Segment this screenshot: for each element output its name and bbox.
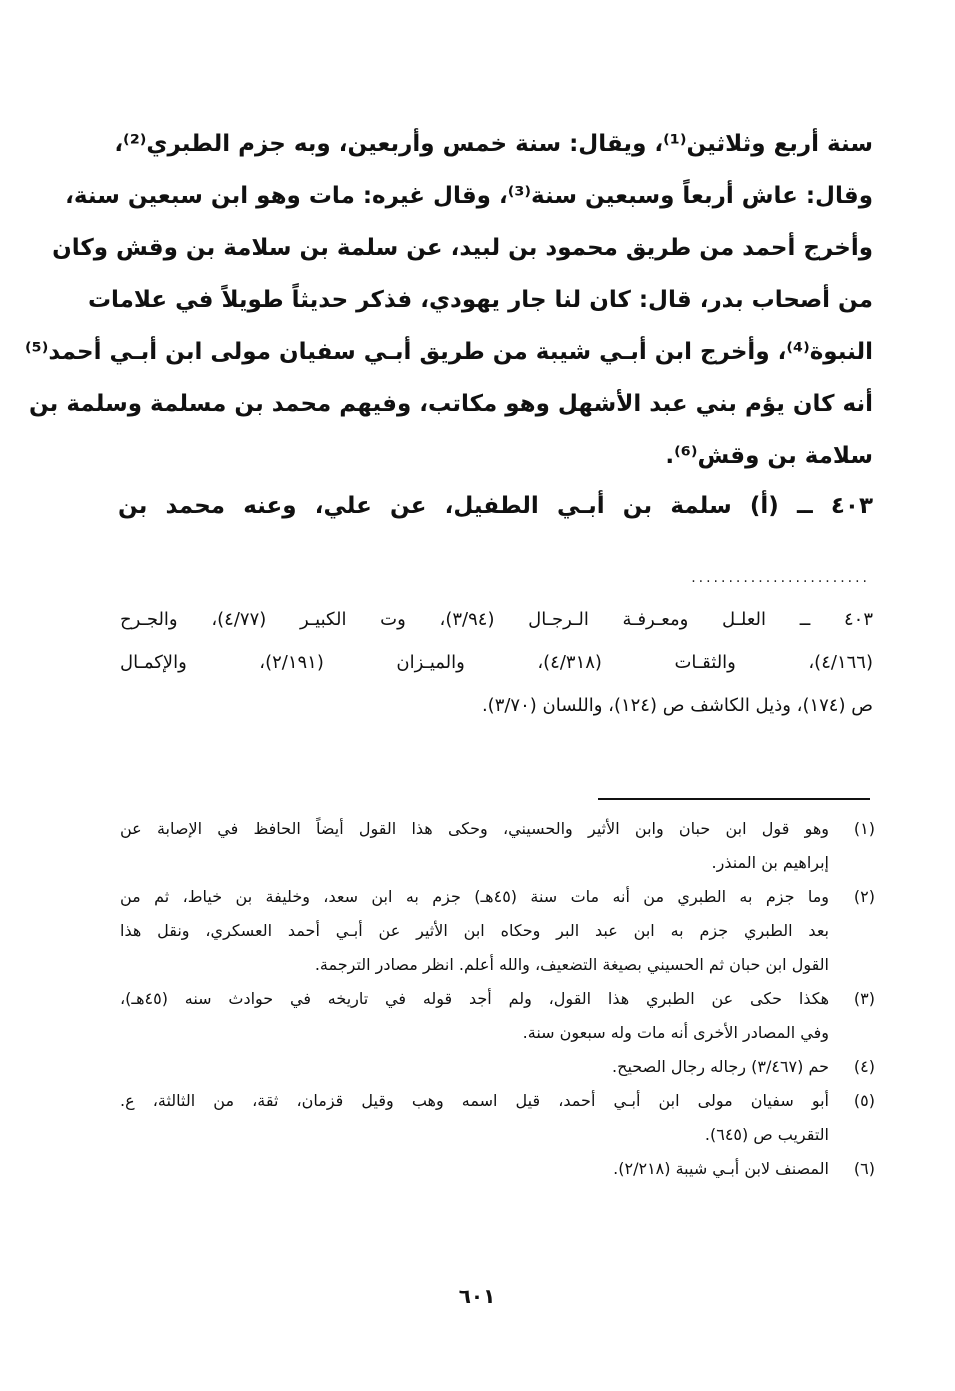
footnote-line: حم (٣/٤٦٧) رجاله رجال الصحيح.: [612, 1057, 829, 1076]
footnote: [120, 982, 875, 1050]
footnote-line: وفي المصادر الأخرى أنه مات وله سبعون سنة.: [522, 1023, 829, 1042]
footnote-number: (٥): [853, 1091, 875, 1110]
footnote-line: وما جزم به الطبري من أنه مات سنة (٤٥هـ) جزم به ابن سعد، وخليفة بن خياط، ثم من: [120, 887, 829, 906]
main-text-line: وقال: عاش أربعاً وسبعين سنة⁽³⁾، وقال غيره: مات وهو ابن سبعين سنة،: [65, 183, 873, 209]
footnote-number: (٦): [853, 1159, 875, 1178]
footnote-number: (٣): [853, 989, 875, 1008]
main-text-line: أنه كان يؤم بني عبد الأشهل وهو مكاتب، وفيهم محمد بن مسلمة وسلمة بن: [28, 391, 873, 417]
footnote-line: أبو سفيان مولى ابن أبـي أحمد، قيل اسمه وهب وقيل قزمان، ثقة، من الثالثة، ع.: [120, 1091, 829, 1110]
footnote: [120, 880, 875, 982]
main-text-line: سلامة بن وقش⁽⁶⁾.: [665, 443, 873, 469]
main-text-line: النبوة⁽⁴⁾، وأخرج ابن أبـي شيبة من طريق أبـي سفيان مولى ابن أبـي أحمد⁽⁵⁾: [24, 339, 873, 365]
footnote: [120, 812, 875, 880]
page-number: ٦٠١: [458, 1284, 496, 1308]
footnote: [120, 1152, 875, 1186]
footnote-line: المصنف لابن أبـي شيبة (٢/٢١٨).: [613, 1159, 829, 1178]
footnote-line: هكذا حكى عن الطبري هذا القول، ولم أجد قوله في تاريخه في حوادث سنه (٤٥هـ)،: [120, 989, 829, 1008]
footnote-line: القول ابن حبان ثم الحسيني بصيغة التضعيف، والله أعلم. انظر مصادر الترجمة.: [314, 955, 829, 974]
footnote-number: (٤): [853, 1057, 875, 1076]
sources-line: ص (١٧٤)، وذيل الكاشف ص (١٢٤)، واللسان (٣/٧٠).: [481, 695, 873, 716]
footnote-divider: [598, 798, 870, 800]
footnote: [120, 1050, 875, 1084]
entry-heading: ٤٠٣ ــ (أ) سلمة بن أبـي الطفيل، عن علي، وعنه محمد بن: [118, 493, 873, 519]
footnote: [120, 1084, 875, 1152]
sources-line: (٤/١٦٦)، والثقـات (٤/٣١٨)، والميـزان (٢/١٩١)، والإكمـال: [120, 652, 873, 673]
footnote-line: إبراهيم بن المنذر.: [711, 853, 829, 872]
main-text-line: وأخرج أحمد من طريق محمود بن لبيد، عن سلمة بن سلامة بن وقش وكان: [52, 235, 873, 261]
main-text: [24, 118, 873, 482]
footnotes: [120, 812, 875, 1186]
footnote-number: (١): [853, 819, 875, 838]
footnote-line: وهو قول ابن حبان وابن الأثير والحسيني، وحكى هذا القول أيضاً الحافظ في الإصابة عن: [120, 819, 829, 838]
footnote-line: التقريب ص (٦٤٥).: [704, 1125, 829, 1144]
sources-line: ٤٠٣ ــ العلـل ومعـرفـة الـرجـال (٣/٩٤)، وت الكبيـر (٤/٧٧)، والجـرح: [120, 609, 873, 630]
sources-block: [120, 598, 873, 727]
main-text-line: سنة أربع وثلاثين⁽¹⁾، ويقال: سنة خمس وأربعين، وبه جزم الطبري⁽²⁾،: [114, 131, 873, 157]
separator-dots: ........................: [691, 570, 870, 586]
footnote-number: (٢): [853, 887, 875, 906]
footnote-line: بعد الطبري جزم به ابن عبد البر وحكاه ابن الأثير عن أبـي أحمد العسكري، ونقل هذا: [120, 921, 829, 940]
main-text-line: من أصحاب بدر، قال: كان لنا جار يهودي، فذكر حديثاً طويلاً في علامات: [87, 287, 873, 313]
